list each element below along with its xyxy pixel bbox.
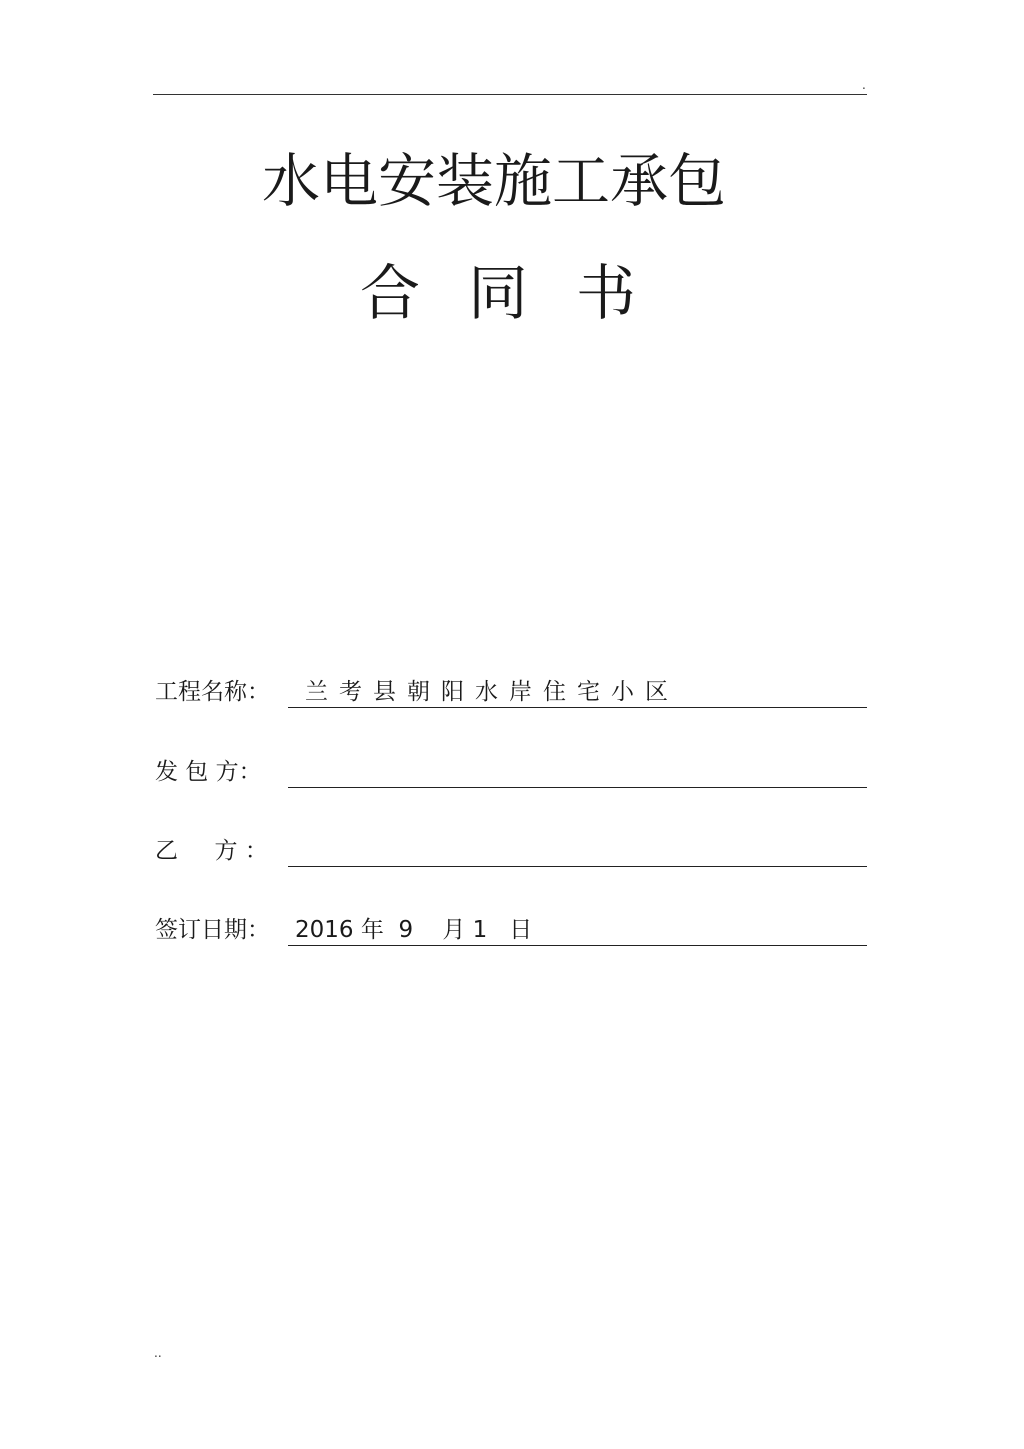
contract-subtitle-text: 合同书 bbox=[360, 259, 684, 329]
project-name-label: 工程名称： bbox=[155, 679, 270, 705]
contract-title-text: 水电安装施工承包 bbox=[261, 147, 726, 215]
project-name-underline bbox=[288, 707, 867, 708]
party-a-underline bbox=[288, 787, 867, 788]
party-a-label: 发 包 方： bbox=[155, 759, 262, 785]
field-project-name bbox=[155, 668, 867, 708]
header-rule bbox=[153, 94, 867, 95]
sign-date-label: 签订日期： bbox=[155, 917, 270, 943]
contract-title bbox=[0, 134, 1024, 218]
field-party-b bbox=[155, 827, 867, 867]
sign-date-underline bbox=[288, 945, 867, 946]
sign-date-value: 2016 年 9 月 1 日 bbox=[295, 917, 533, 943]
footer-mark: .. bbox=[154, 1346, 162, 1360]
field-sign-date bbox=[155, 906, 867, 946]
field-party-a bbox=[155, 748, 867, 788]
header-mark: . bbox=[862, 78, 866, 92]
project-name-value: 兰考县朝阳水岸住宅小区 bbox=[305, 679, 679, 705]
party-b-underline bbox=[288, 866, 867, 867]
contract-subtitle bbox=[0, 246, 1024, 332]
party-b-label: 乙 方 ： bbox=[155, 838, 268, 864]
